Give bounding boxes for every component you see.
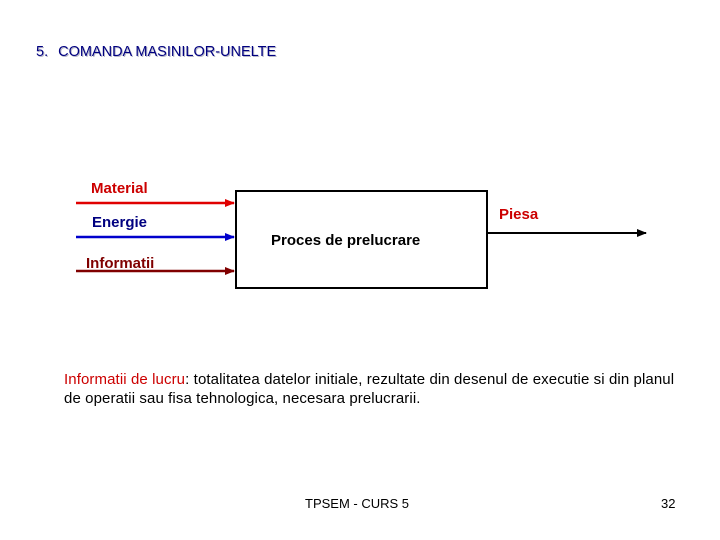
definition-paragraph [64, 370, 694, 408]
footer-course: TPSEM - CURS 5 [305, 496, 410, 511]
energie-label: Energie [92, 214, 148, 231]
process-label: Proces de prelucrare [271, 232, 421, 249]
piesa-label: Piesa [499, 206, 539, 223]
informatii-label: Informatii [86, 255, 155, 272]
title-text: COMANDA MASINILOR-UNELTE [58, 44, 277, 60]
definition-term: Informatii de lucru [64, 371, 186, 388]
material-label: Material [91, 180, 148, 197]
title-number: 5. [36, 44, 49, 60]
definition-text: totalitatea datelor initiale, rezultate din desenul de executie si din planul de operatii sau fisa tehnologica, necesara prelucrarii. [64, 371, 675, 407]
definition-separator: : [185, 371, 194, 388]
page-number: 32 [661, 496, 676, 511]
